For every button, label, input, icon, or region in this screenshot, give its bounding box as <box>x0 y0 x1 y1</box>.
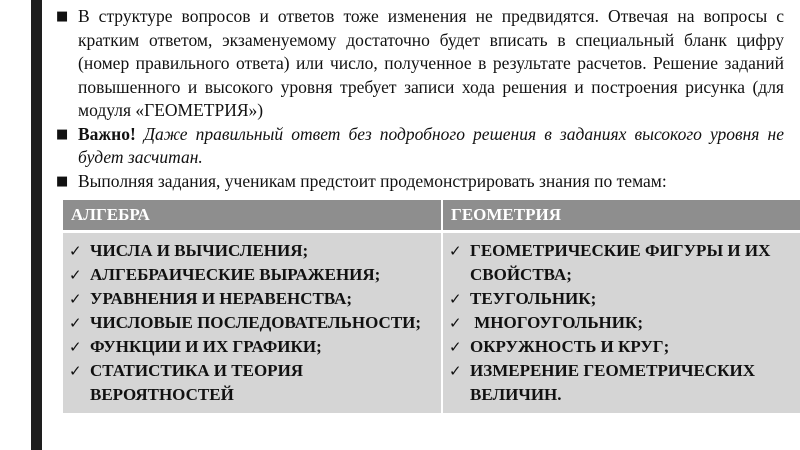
square-bullet-icon: ■ <box>56 9 69 24</box>
check-icon: ✓ <box>449 314 462 332</box>
list-item <box>449 335 797 359</box>
list-item <box>69 311 437 335</box>
list-item-label: ИЗМЕРЕНИЕ ГЕОМЕТРИЧЕСКИХ ВЕЛИЧИН. <box>470 361 755 404</box>
paragraph-exam-structure <box>56 5 784 123</box>
list-item-label: ЧИСЛА И ВЫЧИСЛЕНИЯ; <box>90 241 309 260</box>
list-item-label: МНОГОУГОЛЬНИК; <box>470 313 643 332</box>
square-bullet-icon: ■ <box>56 173 69 189</box>
table-row <box>63 232 800 414</box>
paragraph-topics-intro <box>56 170 784 194</box>
paragraph-important <box>56 123 784 170</box>
list-item-label: ГЕОМЕТРИЧЕСКИЕ ФИГУРЫ И ИХ СВОЙСТВА; <box>470 241 771 284</box>
left-accent-bar <box>31 0 42 450</box>
list-item-label: ЧИСЛОВЫЕ ПОСЛЕДОВАТЕЛЬНОСТИ; <box>90 313 422 332</box>
check-icon: ✓ <box>69 314 82 332</box>
algebra-list <box>69 239 437 407</box>
list-item-label: УРАВНЕНИЯ И НЕРАВЕНСТВА; <box>90 289 353 308</box>
list-item-label: АЛГЕБРАИЧЕСКИЕ ВЫРАЖЕНИЯ; <box>90 265 381 284</box>
algebra-cell <box>63 232 442 414</box>
check-icon: ✓ <box>449 338 462 356</box>
geometry-list <box>449 239 797 407</box>
check-icon: ✓ <box>69 242 82 260</box>
list-item <box>69 263 437 287</box>
check-icon: ✓ <box>449 290 462 308</box>
important-text: Даже правильный ответ без подробного решения в заданиях высокого уровня не будет засчитан. <box>78 123 784 167</box>
paragraph-text <box>78 123 784 170</box>
check-icon: ✓ <box>449 362 462 380</box>
geometry-cell <box>442 232 800 414</box>
paragraph-text: Выполняя задания, ученикам предстоит продемонстрировать знания по темам: <box>78 170 667 191</box>
check-icon: ✓ <box>69 290 82 308</box>
list-item <box>69 239 437 263</box>
header-geometry: ГЕОМЕТРИЯ <box>442 200 800 232</box>
list-item-label: ФУНКЦИИ И ИХ ГРАФИКИ; <box>90 337 322 356</box>
topics-table <box>63 200 800 413</box>
important-label: Важно! <box>78 123 136 144</box>
check-icon: ✓ <box>69 338 82 356</box>
list-item-label: СТАТИСТИКА И ТЕОРИЯ ВЕРОЯТНОСТЕЙ <box>90 361 304 404</box>
list-item <box>449 287 797 311</box>
check-icon: ✓ <box>69 266 82 284</box>
check-icon: ✓ <box>449 242 462 260</box>
paragraph-text: В структуре вопросов и ответов тоже изменения не предвидятся. Отвечая на вопросы с кратким ответом, экзаменуемому достаточно будет вписать в специальный бланк цифру (номер правильного ответа) или число, полученное в результате расчетов. Решение заданий повышенного и высокого уровня требует записи хода решения и построения рисунка (для модуля «ГЕОМЕТРИЯ») <box>78 6 784 120</box>
header-algebra: АЛГЕБРА <box>63 200 442 232</box>
list-item <box>69 287 437 311</box>
slide-text <box>56 5 784 193</box>
square-bullet-icon: ■ <box>56 126 69 142</box>
check-icon: ✓ <box>69 362 82 380</box>
list-item <box>449 239 797 287</box>
table-header-row <box>63 200 800 232</box>
list-item <box>449 359 797 407</box>
list-item <box>69 335 437 359</box>
list-item <box>69 359 437 407</box>
list-item-label: ОКРУЖНОСТЬ И КРУГ; <box>470 337 670 356</box>
list-item <box>449 311 797 335</box>
list-item-label: ТЕУГОЛЬНИК; <box>470 289 597 308</box>
